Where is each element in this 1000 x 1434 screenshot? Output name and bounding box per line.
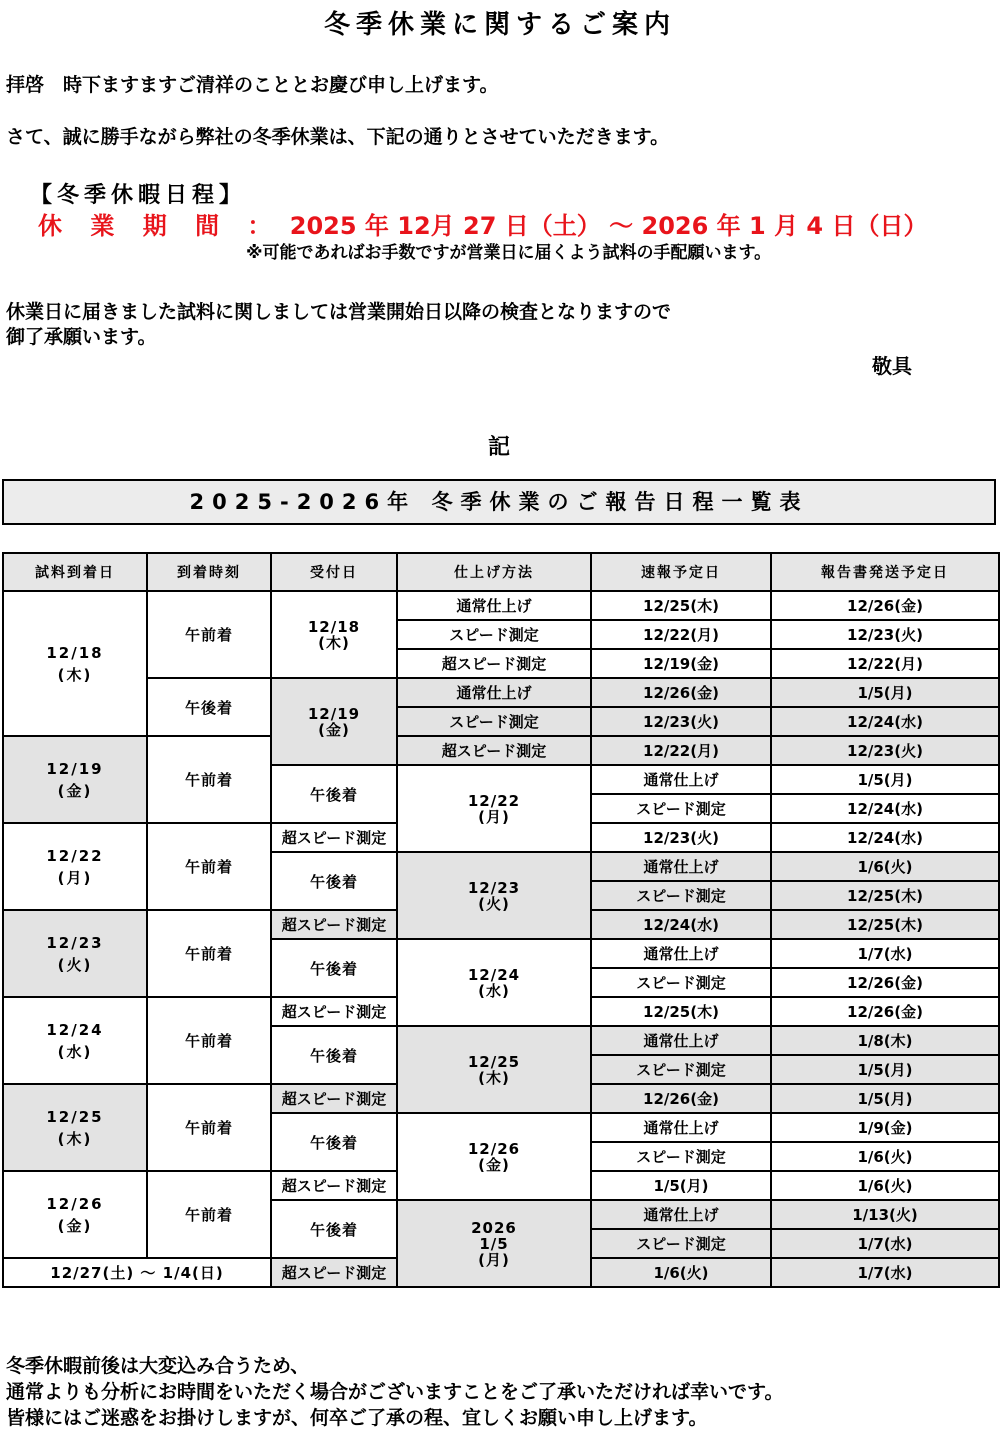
report-date-cell: 1/5(月) [771, 678, 999, 707]
arrival-time-pm: 午後着 [271, 852, 397, 910]
arrival-time-am: 午前着 [147, 591, 271, 678]
header-arrival-time: 到着時刻 [147, 553, 271, 591]
preliminary-date-cell: 1/7(水) [771, 1229, 999, 1258]
cell-line: 1/5 [479, 1234, 509, 1253]
cell-line: 2026 [471, 1218, 517, 1237]
footer-line-2: 通常よりも分析にお時間をいただく場合がございますことをご了承いただければ幸いです。 [6, 1381, 784, 1403]
holiday-heading: 【冬季休暇日程】 [30, 183, 247, 208]
body-line-1: 休業日に届きました試料に関しましては営業開始日以降の検査となりますので [6, 301, 672, 323]
finish-method-cell: 超スピード測定 [271, 823, 397, 852]
report-date-cell: 12/25(木) [771, 910, 999, 939]
arrival-time-pm: 午後着 [147, 678, 271, 736]
schedule-table [2, 552, 1000, 1288]
arrival-time-pm: 午後着 [271, 1113, 397, 1171]
closing-text: 敬具 [872, 354, 912, 378]
preliminary-date-cell: 12/26(金) [591, 1084, 771, 1113]
finish-method-cell: 通常仕上げ [397, 591, 591, 620]
header-report-date: 報告書発送予定日 [771, 553, 999, 591]
arrival-date-cell [3, 1084, 147, 1171]
preliminary-date-cell: 1/7(水) [771, 939, 999, 968]
finish-method-cell: 通常仕上げ [591, 765, 771, 794]
preliminary-date-cell: 1/5(月) [591, 1171, 771, 1200]
finish-method-cell: 超スピード測定 [271, 910, 397, 939]
cell-line: (金) [318, 720, 350, 739]
holiday-range-cell: 12/27(土) ～ 1/4(日) [3, 1258, 271, 1287]
finish-method-cell: 通常仕上げ [397, 678, 591, 707]
finish-method-cell: 超スピード測定 [271, 997, 397, 1026]
cell-line: (水) [478, 981, 510, 1000]
preliminary-date-cell: 12/25(木) [771, 881, 999, 910]
cell-line: (金) [57, 781, 93, 800]
finish-method-cell: スピード測定 [591, 881, 771, 910]
preliminary-date-cell: 12/23(火) [591, 707, 771, 736]
cell-line: (水) [57, 1042, 93, 1061]
table-row [3, 678, 999, 707]
arrival-time-pm: 午後着 [271, 1200, 397, 1258]
arrival-date-cell [3, 736, 147, 823]
finish-method-cell: 超スピード測定 [271, 1258, 397, 1287]
arrival-date-cell [3, 823, 147, 910]
report-date-cell: 12/24(水) [771, 707, 999, 736]
arrival-date-cell [3, 997, 147, 1084]
report-date-cell: 12/24(水) [771, 823, 999, 852]
cell-line: (金) [57, 1216, 93, 1235]
preliminary-date-cell: 12/22(月) [591, 736, 771, 765]
report-date-cell: 1/5(月) [771, 1084, 999, 1113]
preliminary-date-cell: 1/6(火) [771, 852, 999, 881]
preliminary-date-cell: 12/26(金) [771, 968, 999, 997]
cell-line: (木) [57, 665, 93, 684]
cell-line: 12/19 [46, 759, 104, 778]
holiday-period [38, 206, 927, 241]
finish-method-cell: 超スピード測定 [397, 736, 591, 765]
cell-line: (火) [478, 894, 510, 913]
finish-method-cell: スピード測定 [591, 794, 771, 823]
finish-method-cell: スピード測定 [397, 707, 591, 736]
cell-line: 12/25 [467, 1052, 521, 1071]
cell-line: 12/22 [46, 846, 104, 865]
finish-method-cell: 通常仕上げ [591, 852, 771, 881]
report-date-cell: 12/23(火) [771, 620, 999, 649]
cell-line: 12/26 [46, 1194, 104, 1213]
finish-method-cell: 通常仕上げ [591, 1113, 771, 1142]
report-date-cell: 12/26(金) [771, 997, 999, 1026]
arrival-time-am: 午前着 [147, 736, 271, 823]
header-preliminary-date: 速報予定日 [591, 553, 771, 591]
footer-line-1: 冬季休暇前後は大変込み合うため、 [6, 1355, 310, 1377]
body-line-2: 御了承願います。 [6, 326, 157, 348]
arrival-date-cell [3, 591, 147, 736]
cell-line: 12/24 [46, 1020, 104, 1039]
reception-date-cell [271, 591, 397, 678]
preliminary-date-cell: 12/25(木) [591, 997, 771, 1026]
preliminary-date-cell: 1/6(火) [771, 1142, 999, 1171]
reception-date-cell [397, 1026, 591, 1113]
preliminary-date-cell: 12/25(木) [591, 591, 771, 620]
table-title-banner: 2025-2026年 冬季休業のご報告日程一覧表 [2, 479, 996, 525]
cell-line: (木) [57, 1129, 93, 1148]
arrival-time-am: 午前着 [147, 997, 271, 1084]
cell-line: (火) [57, 955, 93, 974]
greeting-text: 拝啓 時下ますますご清祥のこととお慶び申し上げます。 [6, 74, 499, 96]
cell-line: (月) [478, 807, 510, 826]
cell-line: 12/25 [46, 1107, 104, 1126]
table-header-row [3, 553, 999, 591]
report-date-cell: 1/7(水) [771, 1258, 999, 1287]
cell-line: (月) [57, 868, 93, 887]
intro-text: さて、誠に勝手ながら弊社の冬季休業は、下記の通りとさせていただきます。 [6, 126, 670, 148]
finish-method-cell: スピード測定 [591, 1229, 771, 1258]
finish-method-cell: スピード測定 [591, 1055, 771, 1084]
header-arrival-date: 試料到着日 [3, 553, 147, 591]
arrival-time-pm: 午後着 [271, 765, 397, 823]
reception-date-cell [271, 678, 397, 765]
preliminary-date-cell: 12/24(水) [771, 794, 999, 823]
cell-line: (木) [478, 1068, 510, 1087]
cell-line: 12/18 [307, 617, 361, 636]
table-row [3, 591, 999, 620]
page-title: 冬季休業に関するご案内 [323, 10, 676, 40]
preliminary-date-cell: 1/9(金) [771, 1113, 999, 1142]
holiday-period-value: 2025 年 12月 27 日（土） ～ 2026 年 1 月 4 日（日） [289, 212, 928, 240]
cell-line: (月) [478, 1250, 510, 1269]
cell-line: 12/24 [467, 965, 521, 984]
ki-heading: 記 [488, 435, 511, 460]
report-date-cell: 12/23(火) [771, 736, 999, 765]
preliminary-date-cell: 12/19(金) [591, 649, 771, 678]
cell-line: (金) [478, 1155, 510, 1174]
preliminary-date-cell: 1/6(火) [591, 1258, 771, 1287]
finish-method-cell: スピード測定 [397, 620, 591, 649]
reception-date-cell [397, 1113, 591, 1200]
finish-method-cell: 超スピード測定 [271, 1084, 397, 1113]
cell-line: 12/18 [46, 643, 104, 662]
cell-line: (木) [318, 633, 350, 652]
preliminary-date-cell: 12/22(月) [591, 620, 771, 649]
arrival-date-cell [3, 1171, 147, 1258]
preliminary-date-cell: 12/23(火) [591, 823, 771, 852]
cell-line: 12/19 [307, 704, 361, 723]
arrival-time-am: 午前着 [147, 910, 271, 997]
header-finish-method: 仕上げ方法 [397, 553, 591, 591]
footer-line-3: 皆様にはご迷惑をお掛けしますが、何卒ご了承の程、宜しくお願い申し上げます。 [6, 1407, 708, 1429]
report-date-cell: 12/26(金) [771, 591, 999, 620]
preliminary-date-cell: 1/13(火) [771, 1200, 999, 1229]
reception-date-cell [397, 1200, 591, 1287]
finish-method-cell: 通常仕上げ [591, 1200, 771, 1229]
cell-line: 12/22 [467, 791, 521, 810]
preliminary-date-cell: 12/26(金) [591, 678, 771, 707]
arrival-time-am: 午前着 [147, 823, 271, 910]
report-date-cell: 1/6(火) [771, 1171, 999, 1200]
schedule-table-body [3, 591, 999, 1287]
header-reception-date: 受付日 [271, 553, 397, 591]
reception-date-cell [397, 765, 591, 852]
finish-method-cell: 通常仕上げ [591, 1026, 771, 1055]
cell-line: 12/23 [467, 878, 521, 897]
finish-method-cell: スピード測定 [591, 1142, 771, 1171]
finish-method-cell: 超スピード測定 [271, 1171, 397, 1200]
arrival-time-pm: 午後着 [271, 939, 397, 997]
cell-line: 12/26 [467, 1139, 521, 1158]
preliminary-date-cell: 12/24(水) [591, 910, 771, 939]
preliminary-date-cell: 1/5(月) [771, 1055, 999, 1084]
holiday-period-label: 休 業 期 間 ： [38, 212, 282, 240]
preliminary-date-cell: 1/5(月) [771, 765, 999, 794]
holiday-note: ※可能であればお手数ですが営業日に届くよう試料の手配願います。 [246, 243, 772, 263]
preliminary-date-cell: 1/8(木) [771, 1026, 999, 1055]
cell-line: 12/23 [46, 933, 104, 952]
arrival-time-am: 午前着 [147, 1171, 271, 1258]
arrival-time-pm: 午後着 [271, 1026, 397, 1084]
arrival-time-am: 午前着 [147, 1084, 271, 1171]
finish-method-cell: 超スピード測定 [397, 649, 591, 678]
finish-method-cell: スピード測定 [591, 968, 771, 997]
reception-date-cell [397, 852, 591, 939]
arrival-date-cell [3, 910, 147, 997]
finish-method-cell: 通常仕上げ [591, 939, 771, 968]
report-date-cell: 12/22(月) [771, 649, 999, 678]
reception-date-cell [397, 939, 591, 1026]
table-row [3, 736, 999, 765]
